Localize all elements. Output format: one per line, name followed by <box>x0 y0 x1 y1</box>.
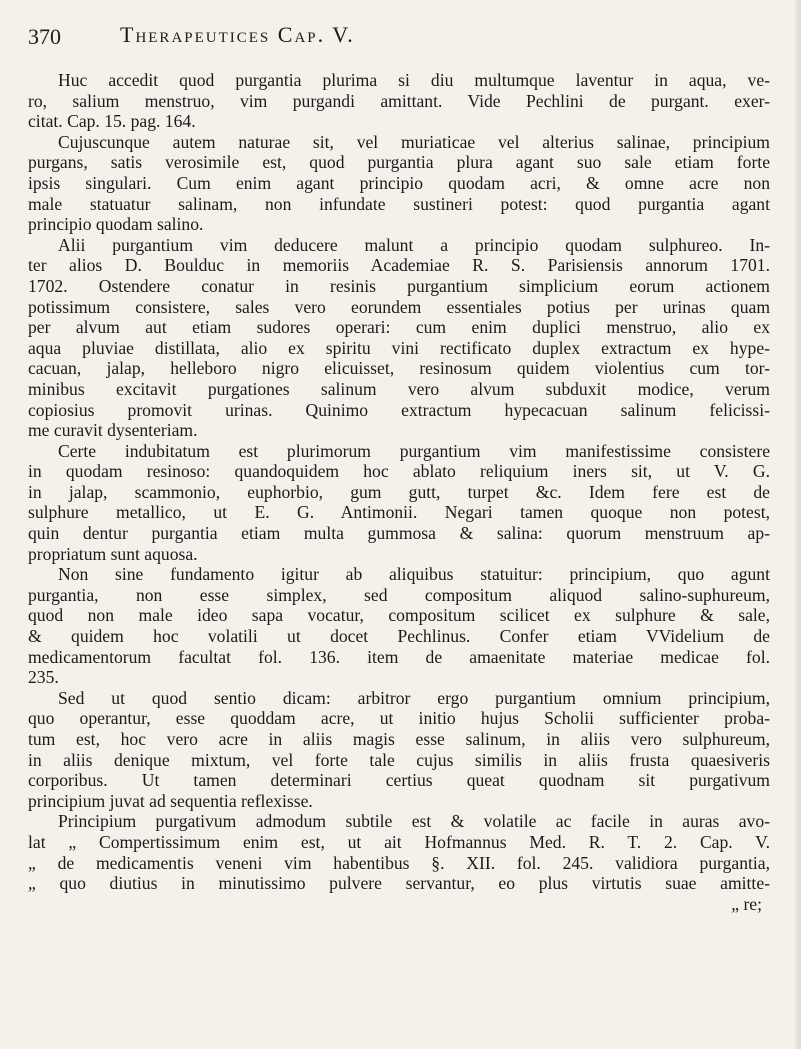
text-line: aqua pluviae distillata, alio ex spiritu vini rectificato duplex extractum ex hype- <box>28 337 770 358</box>
page-header <box>28 20 768 60</box>
text-line: propriatum sunt aquosa. <box>28 543 198 564</box>
text-line: Certe indubitatum est plurimorum purgantium vim manifestissime consistere <box>58 440 770 461</box>
text-line: minibus excitavit purgationes salinum vero alvum subduxit modice, verum <box>28 378 770 399</box>
text-line: lat „ Compertissimum enim est, ut ait Hofmannus Med. R. T. 2. Cap. V. <box>28 831 770 852</box>
text-line: medicamentorum facultat fol. 136. item de amaenitate materiae medicae fol. <box>28 646 770 667</box>
text-line: principium juvat ad sequentia reflexisse. <box>28 790 313 811</box>
text-line: 1702. Ostendere conatur in resinis purgantium simplicium eorum actionem <box>28 275 770 296</box>
text-line: quin dentur purgantia etiam multa gummosa & salina: quorum menstruum ap- <box>28 523 770 544</box>
text-line: corporibus. Ut tamen determinari certius queat quodnam sit purgativum <box>28 770 770 791</box>
text-line: ipsis singulari. Cum enim agant principio quodam acri, & omne acre non <box>28 172 770 193</box>
text-line: potissimum consistere, sales vero eorundem essentiales potius per urinas quam <box>28 296 770 317</box>
text-line: sulphure metallico, ut E. G. Antimonii. Negari tamen quoque non potest, <box>28 502 770 523</box>
text-line: in aliis denique mixtum, vel forte tale cujus similis in aliis frusta quaesiveris <box>28 749 770 770</box>
text-line: per alvum aut etiam sudores operari: cum enim duplici menstruo, alio ex <box>28 317 770 338</box>
body-text <box>28 70 770 914</box>
text-line: citat. Cap. 15. pag. 164. <box>28 111 196 132</box>
text-line: quo operantur, esse quoddam acre, ut initio hujus Scholii sufficienter proba- <box>28 708 770 729</box>
text-line: purgans, satis verosimile est, quod purgantia plura agant suo sale etiam forte <box>28 152 770 173</box>
text-line: purgantia, non esse simplex, sed compositum aliquod salino-suphureum, <box>28 584 770 605</box>
text-line: „ de medicamentis veneni vim habentibus §. XII. fol. 245. validiora purgantia, <box>28 852 770 873</box>
text-line: Principium purgativum admodum subtile est & volatile ac facile in auras avo- <box>58 811 770 832</box>
text-line: principio quodam salino. <box>28 214 204 235</box>
catchword: „ re; <box>731 893 762 914</box>
text-line: Sed ut quod sentio dicam: arbitror ergo purgantium omnium principium, <box>58 687 770 708</box>
text-line: tum est, hoc vero acre in aliis magis esse salinum, in aliis vero sulphureum, <box>28 729 770 749</box>
text-line: Cujuscunque autem naturae sit, vel muriaticae vel alterius salinae, principium <box>58 131 770 152</box>
text-line: quod non male ideo sapa vocatur, compositum scilicet ex sulphure & sale, <box>28 605 770 626</box>
text-line: copiosius promovit urinas. Quinimo extractum hypecacuan salinum felicissi- <box>28 399 770 420</box>
text-line: male statuatur salinam, non infundate sustineri potest: quod purgantia agant <box>28 193 770 214</box>
text-line: Alii purgantium vim deducere malunt a principio quodam sulphureo. In- <box>58 234 770 255</box>
text-line: in quodam resinoso: quandoquidem hoc ablato reliquium iners sit, ut V. G. <box>28 461 770 482</box>
text-line: & quidem hoc volatili ut docet Pechlinus. Confer etiam VVidelium de <box>28 626 770 647</box>
text-line: me curavit dysenteriam. <box>28 420 198 441</box>
running-title: Therapeutices Cap. V. <box>120 22 355 47</box>
page-number: 370 <box>28 24 61 49</box>
page-edge-shadow <box>793 0 801 1049</box>
text-line: ter alios D. Boulduc in memoriis Academiae R. S. Parisiensis annorum 1701. <box>28 255 770 276</box>
text-line: 235. <box>28 667 59 688</box>
text-line: „ quo diutius in minutissimo pulvere servantur, eo plus virtutis suae amitte- <box>28 873 770 894</box>
text-line: ro, salium menstruo, vim purgandi amittant. Vide Pechlini de purgant. exer- <box>28 90 770 111</box>
text-line: Huc accedit quod purgantia plurima si diu multumque laventur in aqua, ve- <box>58 70 770 90</box>
text-line: cacuan, jalap, helleboro nigro elicuisset, resinosum quidem violentius cum tor- <box>28 358 770 379</box>
text-line: Non sine fundamento igitur ab aliquibus statuitur: principium, quo agunt <box>58 564 770 585</box>
text-line: in jalap, scammonio, euphorbio, gum gutt, turpet &c. Idem fere est de <box>28 481 770 502</box>
